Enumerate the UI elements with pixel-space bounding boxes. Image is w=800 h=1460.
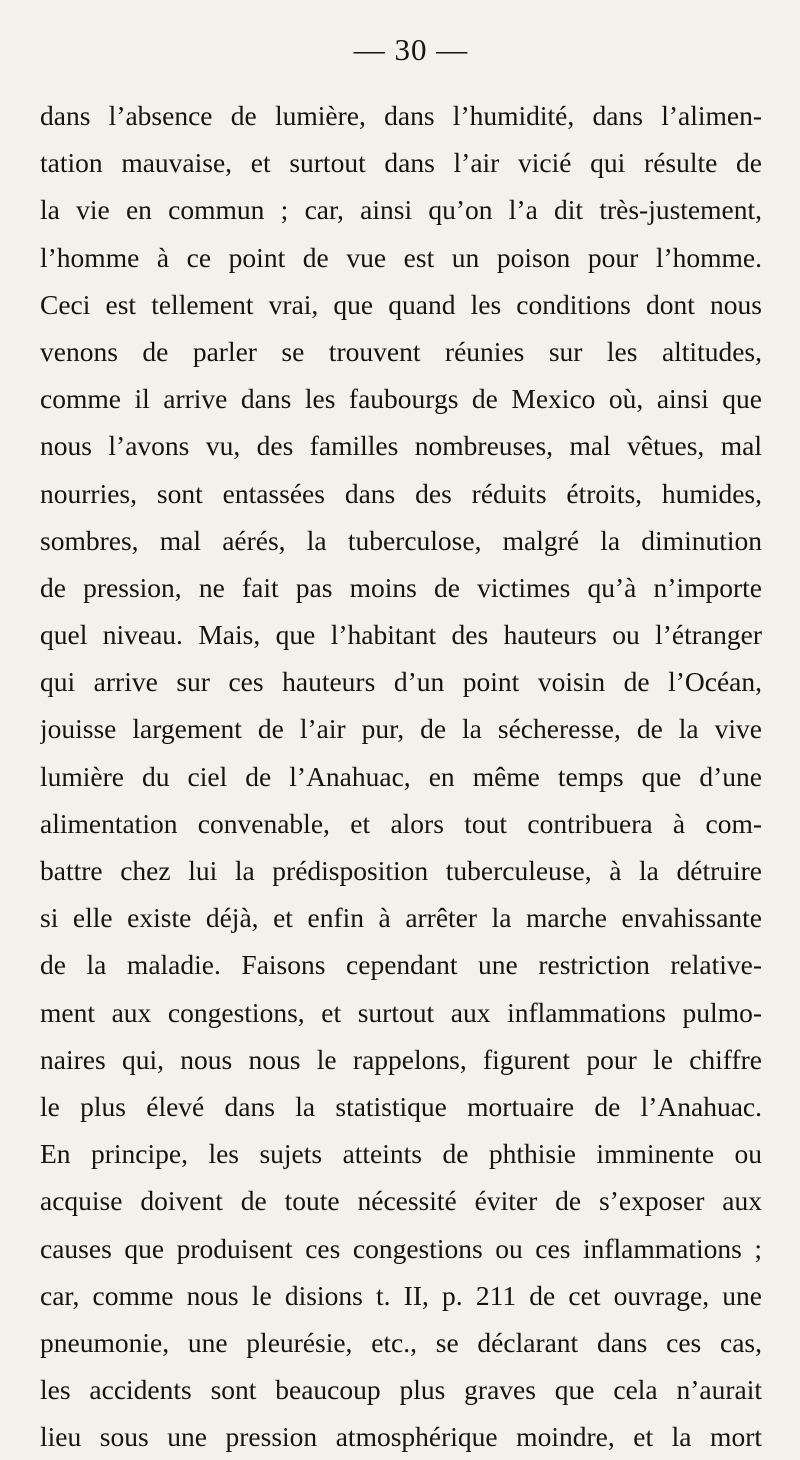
text-line: pneumonie, une pleurésie, etc., se déclarant dans ces cas, bbox=[40, 1326, 762, 1358]
text-line: jouisse largement de l’air pur, de la sécheresse, de la vive bbox=[40, 713, 762, 745]
text-line: sombres, mal aérés, la tuberculose, malgré la diminution bbox=[40, 524, 762, 556]
text-line: qui arrive sur ces hauteurs d’un point voisin de l’Océan, bbox=[40, 666, 762, 698]
text-line: naires qui, nous nous le rappelons, figurent pour le chiffre bbox=[40, 1043, 762, 1075]
text-line: acquise doivent de toute nécessité éviter de s’exposer aux bbox=[40, 1185, 762, 1217]
text-line: car, comme nous le disions t. II, p. 211 de cet ouvrage, une bbox=[40, 1279, 762, 1311]
text-line: lieu sous une pression atmosphérique moindre, et la mort bbox=[40, 1421, 762, 1453]
text-line: l’homme à ce point de vue est un poison pour l’homme. bbox=[40, 241, 762, 273]
text-line: Ceci est tellement vrai, que quand les conditions dont nous bbox=[40, 288, 762, 320]
text-line: causes que produisent ces congestions ou ces inflammations ; bbox=[40, 1232, 762, 1264]
text-line: si elle existe déjà, et enfin à arrêter la marche envahissante bbox=[40, 902, 762, 934]
text-line: comme il arrive dans les faubourgs de Mexico où, ainsi que bbox=[40, 383, 762, 415]
page-number: — 30 — bbox=[353, 32, 469, 67]
text-line: En principe, les sujets atteints de phthisie imminente ou bbox=[40, 1138, 762, 1170]
text-line: nourries, sont entassées dans des réduits étroits, humides, bbox=[40, 477, 762, 509]
text-line: de pression, ne fait pas moins de victimes qu’à n’importe bbox=[40, 571, 762, 603]
text-line: quel niveau. Mais, que l’habitant des hauteurs ou l’étranger bbox=[40, 619, 762, 651]
text-line: la vie en commun ; car, ainsi qu’on l’a dit très-justement, bbox=[40, 194, 762, 226]
text-line: de la maladie. Faisons cependant une restriction relative- bbox=[40, 949, 762, 981]
text-line: les accidents sont beaucoup plus graves que cela n’aurait bbox=[40, 1374, 762, 1406]
text-line: tation mauvaise, et surtout dans l’air vicié qui résulte de bbox=[40, 147, 762, 179]
text-line: alimentation convenable, et alors tout contribuera à com- bbox=[40, 807, 762, 839]
text-line: nous l’avons vu, des familles nombreuses, mal vêtues, mal bbox=[40, 430, 762, 462]
text-line: venons de parler se trouvent réunies sur les altitudes, bbox=[40, 335, 762, 367]
text-line: le plus élevé dans la statistique mortuaire de l’Anahuac. bbox=[40, 1090, 762, 1122]
text-line: dans l’absence de lumière, dans l’humidité, dans l’alimen- bbox=[40, 100, 762, 131]
text-line: ment aux congestions, et surtout aux inflammations pulmo- bbox=[40, 996, 762, 1028]
body-text bbox=[40, 92, 762, 1460]
text-line: lumière du ciel de l’Anahuac, en même temps que d’une bbox=[40, 760, 762, 792]
text-line: battre chez lui la prédisposition tuberculeuse, à la détruire bbox=[40, 855, 762, 886]
